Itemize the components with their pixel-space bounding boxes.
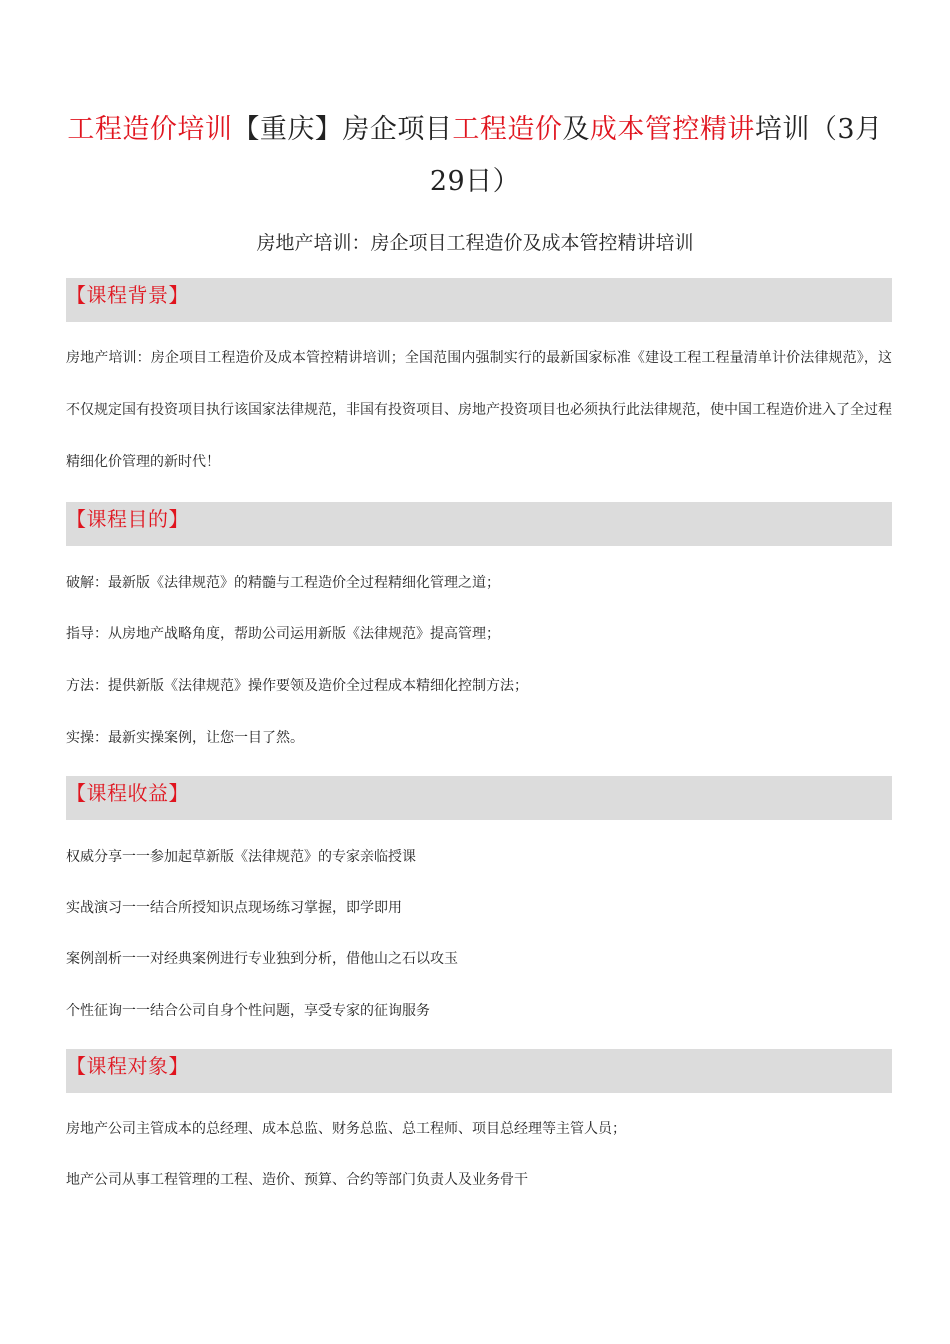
- title-segment: 【重庆】房企项目: [232, 114, 453, 145]
- section-heading: 【课程对象】: [66, 1054, 189, 1078]
- section-heading: 【课程收益】: [66, 781, 189, 805]
- document-title: [60, 104, 890, 208]
- purpose-item: 破解：最新版《法律规范》的精髓与工程造价全过程精细化管理之道；: [66, 575, 500, 591]
- title-segment: 及: [562, 114, 590, 145]
- benefits-item: 权威分享一一参加起草新版《法律规范》的专家亲临授课: [66, 849, 416, 865]
- purpose-item: 方法：提供新版《法律规范》操作要领及造价全过程成本精细化控制方法；: [66, 678, 528, 694]
- section-heading: 【课程背景】: [66, 283, 189, 307]
- title-segment-highlight: 成本管控精讲: [589, 114, 755, 145]
- background-paragraph: [66, 332, 892, 488]
- purpose-item: 指导：从房地产战略角度，帮助公司运用新版《法律规范》提高管理；: [66, 626, 500, 642]
- purpose-item: 实操：最新实操案例，让您一目了然。: [66, 730, 304, 746]
- section-header-background: [66, 278, 892, 322]
- benefits-item: 案例剖析一一对经典案例进行专业独到分析，借他山之石以攻玉: [66, 951, 458, 967]
- section-header-benefits: [66, 776, 892, 820]
- section-heading: 【课程目的】: [66, 507, 189, 531]
- benefits-item: 实战演习一一结合所授知识点现场练习掌握，即学即用: [66, 900, 402, 916]
- document-subtitle: 房地产培训：房企项目工程造价及成本管控精讲培训: [256, 232, 694, 254]
- section-header-purpose: [66, 502, 892, 546]
- section-header-audience: [66, 1049, 892, 1093]
- title-segment-highlight: 工程造价培训: [67, 114, 233, 145]
- title-segment-highlight: 工程造价: [452, 114, 563, 145]
- audience-item: 地产公司从事工程管理的工程、造价、预算、合约等部门负责人及业务骨干: [66, 1172, 528, 1188]
- background-text: 房地产培训：房企项目工程造价及成本管控精讲培训；全国范围内强制实行的最新国家标准《建设工程工程量清单计价法律规范》，这不仅规定国有投资项目执行该国家法律规范，非国有投资项目、房地产投资项目也必须执行此法律规范，使中国工程造价进入了全过程精细化价管理的新时代！: [66, 350, 892, 470]
- benefits-item: 个性征询一一结合公司自身个性问题，享受专家的征询服务: [66, 1003, 430, 1019]
- audience-item: 房地产公司主管成本的总经理、成本总监、财务总监、总工程师、项目总经理等主管人员；: [66, 1121, 626, 1137]
- title-segment: 培训（3月29日）: [429, 114, 883, 197]
